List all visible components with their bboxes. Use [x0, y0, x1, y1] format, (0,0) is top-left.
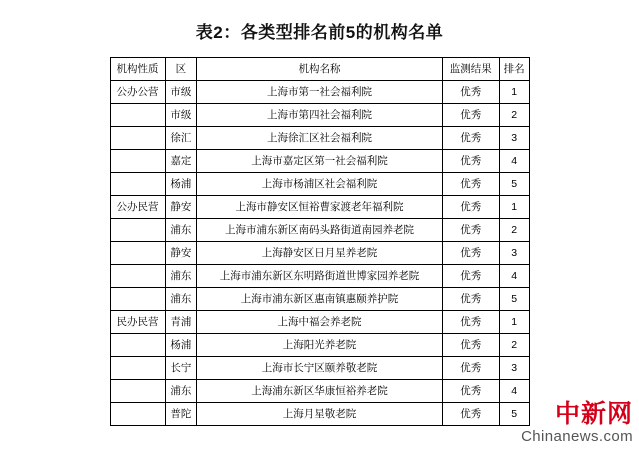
- cell-result: 优秀: [442, 311, 499, 334]
- cell-nature: [110, 403, 165, 426]
- cell-name: 上海月星敬老院: [197, 403, 442, 426]
- cell-name: 上海市静安区恒裕曹家渡老年福利院: [197, 196, 442, 219]
- cell-rank: 4: [499, 380, 529, 403]
- cell-rank: 3: [499, 127, 529, 150]
- cell-rank: 5: [499, 173, 529, 196]
- cell-name: 上海市长宁区颐养敬老院: [197, 357, 442, 380]
- cell-name: 上海市浦东新区惠南镇惠颐养护院: [197, 288, 442, 311]
- cell-nature: [110, 127, 165, 150]
- cell-district: 浦东: [165, 288, 197, 311]
- table-body: [110, 81, 529, 426]
- cell-rank: 5: [499, 403, 529, 426]
- table-row: [110, 311, 529, 334]
- cell-result: 优秀: [442, 403, 499, 426]
- cell-name: 上海市第四社会福利院: [197, 104, 442, 127]
- watermark: [521, 400, 633, 445]
- cell-district: 市级: [165, 81, 197, 104]
- cell-name: 上海中福会养老院: [197, 311, 442, 334]
- cell-district: 浦东: [165, 219, 197, 242]
- table-row: [110, 219, 529, 242]
- column-header-district: 区: [165, 58, 197, 81]
- cell-nature: [110, 242, 165, 265]
- table-row: [110, 403, 529, 426]
- cell-nature: [110, 288, 165, 311]
- page-title: 表2：各类型排名前5的机构名单: [195, 23, 444, 42]
- table-row: [110, 288, 529, 311]
- cell-result: 优秀: [442, 334, 499, 357]
- cell-rank: 5: [499, 288, 529, 311]
- cell-nature: [110, 104, 165, 127]
- cell-rank: 4: [499, 150, 529, 173]
- cell-nature: [110, 219, 165, 242]
- cell-nature: [110, 173, 165, 196]
- cell-district: 浦东: [165, 265, 197, 288]
- cell-result: 优秀: [442, 357, 499, 380]
- cell-nature: [110, 265, 165, 288]
- cell-name: 上海阳光养老院: [197, 334, 442, 357]
- column-header-rank: 排名: [499, 58, 529, 81]
- cell-name: 上海市浦东新区南码头路街道南园养老院: [197, 219, 442, 242]
- table-row: [110, 265, 529, 288]
- watermark-logo: 中新网: [554, 399, 633, 428]
- cell-name: 上海静安区日月星养老院: [197, 242, 442, 265]
- column-header-result: 监测结果: [442, 58, 499, 81]
- cell-name: 上海市杨浦区社会福利院: [197, 173, 442, 196]
- table-row: [110, 150, 529, 173]
- table-row: [110, 196, 529, 219]
- cell-rank: 1: [499, 311, 529, 334]
- cell-result: 优秀: [442, 380, 499, 403]
- table-container: [110, 57, 530, 426]
- table-row: [110, 173, 529, 196]
- table-row: [110, 127, 529, 150]
- cell-result: 优秀: [442, 127, 499, 150]
- cell-result: 优秀: [442, 150, 499, 173]
- cell-rank: 2: [499, 104, 529, 127]
- cell-nature: [110, 380, 165, 403]
- cell-name: 上海市嘉定区第一社会福利院: [197, 150, 442, 173]
- cell-rank: 4: [499, 265, 529, 288]
- cell-result: 优秀: [442, 265, 499, 288]
- watermark-site: Chinanews.com: [521, 428, 633, 445]
- cell-district: 徐汇: [165, 127, 197, 150]
- cell-district: 静安: [165, 196, 197, 219]
- cell-district: 静安: [165, 242, 197, 265]
- table-row: [110, 81, 529, 104]
- cell-rank: 2: [499, 219, 529, 242]
- table-row: [110, 242, 529, 265]
- table-header: [110, 58, 529, 81]
- cell-rank: 3: [499, 242, 529, 265]
- table-row: [110, 380, 529, 403]
- cell-nature: 公办公营: [110, 81, 165, 104]
- cell-result: 优秀: [442, 196, 499, 219]
- table-row: [110, 334, 529, 357]
- cell-nature: 公办民营: [110, 196, 165, 219]
- cell-name: 上海浦东新区华康恒裕养老院: [197, 380, 442, 403]
- table-row: [110, 357, 529, 380]
- cell-district: 市级: [165, 104, 197, 127]
- cell-district: 杨浦: [165, 173, 197, 196]
- column-header-name: 机构名称: [197, 58, 442, 81]
- cell-name: 上海徐汇区社会福利院: [197, 127, 442, 150]
- cell-rank: 2: [499, 334, 529, 357]
- cell-rank: 1: [499, 81, 529, 104]
- cell-result: 优秀: [442, 173, 499, 196]
- cell-result: 优秀: [442, 288, 499, 311]
- cell-nature: [110, 334, 165, 357]
- cell-district: 普陀: [165, 403, 197, 426]
- cell-nature: [110, 357, 165, 380]
- cell-district: 长宁: [165, 357, 197, 380]
- table-header-row: [110, 58, 529, 81]
- cell-result: 优秀: [442, 104, 499, 127]
- cell-nature: [110, 150, 165, 173]
- cell-rank: 1: [499, 196, 529, 219]
- ranking-table: [110, 57, 530, 426]
- cell-result: 优秀: [442, 81, 499, 104]
- column-header-nature: 机构性质: [110, 58, 165, 81]
- cell-result: 优秀: [442, 242, 499, 265]
- cell-name: 上海市浦东新区东明路街道世博家园养老院: [197, 265, 442, 288]
- cell-name: 上海市第一社会福利院: [197, 81, 442, 104]
- cell-district: 嘉定: [165, 150, 197, 173]
- cell-nature: 民办民营: [110, 311, 165, 334]
- cell-result: 优秀: [442, 219, 499, 242]
- cell-district: 青浦: [165, 311, 197, 334]
- table-row: [110, 104, 529, 127]
- cell-district: 杨浦: [165, 334, 197, 357]
- cell-district: 浦东: [165, 380, 197, 403]
- cell-rank: 3: [499, 357, 529, 380]
